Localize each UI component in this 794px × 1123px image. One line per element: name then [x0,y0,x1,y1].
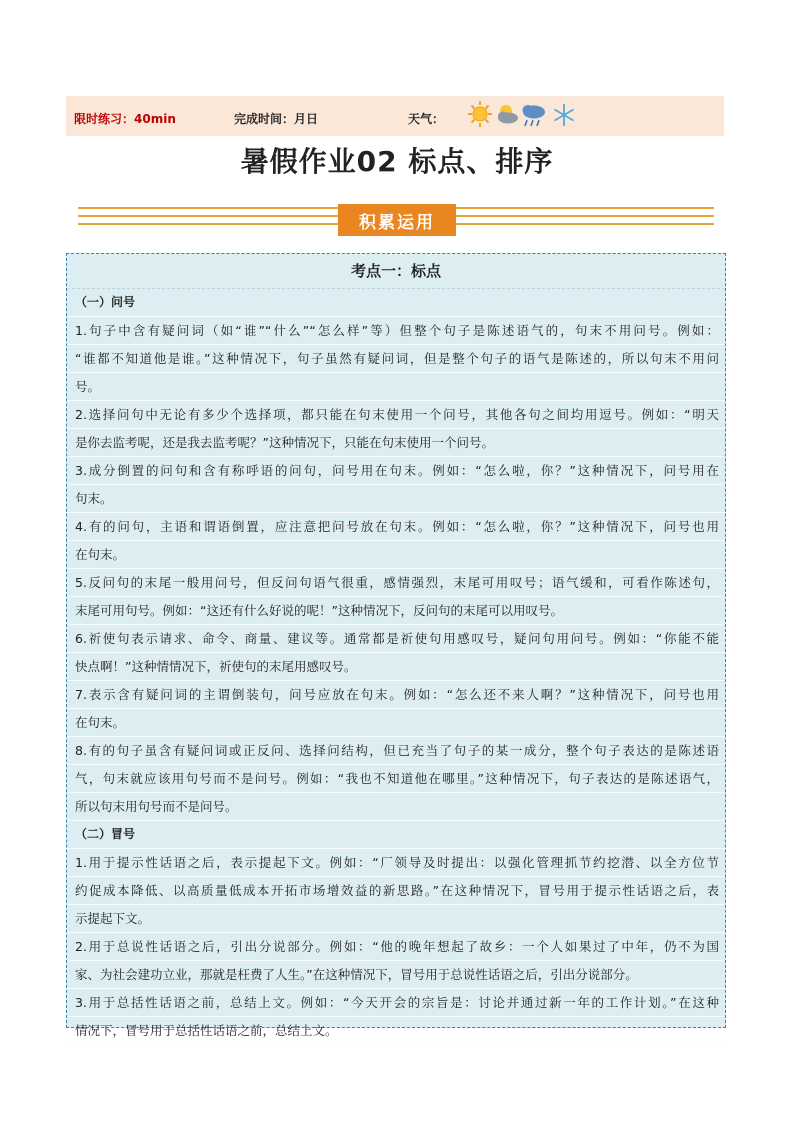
rain-cloud-icon [523,105,546,126]
knowledge-section [66,253,726,1038]
text-line: 示提起下文。 [67,905,725,933]
text-line: 2.选择问句中无论有多少个选择项，都只能在句末使用一个问号，其他各句之间均用逗号。例如：“明天 [67,401,725,429]
subheading: （一）问号 [67,289,725,317]
text-line: 在句末。 [67,541,725,569]
text-line: 快点啊！”这种情情况下，祈使句的末尾用感叹号。 [67,653,725,681]
text-line: 情况下，冒号用于总括性话语之前，总结上文。 [67,1017,725,1045]
subheading: （二）冒号 [67,821,725,849]
section-title: 考点一：标点 [67,254,725,289]
text-line: 2.用于总说性话语之后，引出分说部分。例如：“他的晚年想起了故乡：一个人如果过了中年，仍不为国 [67,933,725,961]
text-line: 号。 [67,373,725,401]
text-line: 3.用于总括性话语之前，总结上文。例如：“今天开会的宗旨是：讨论并通过新一年的工作计划。”在这种 [67,989,725,1017]
text-line: 约促成本降低、以高质量低成本开拓市场增效益的新思路。”在这种情况下，冒号用于提示性话语之后，表 [67,877,725,905]
page-title: 暑假作业02 标点、排序 [240,145,554,178]
completion-time: 完成时间：月日 [234,112,319,126]
header-bar [66,96,724,136]
text-line: 末尾可用句号。例如：“这还有什么好说的呢！”这种情况下，反问句的末尾可以用叹号。 [67,597,725,625]
text-line: 7.表示含有疑问词的主谓倒装句，问号应放在句末。例如：“怎么还不来人啊？”这种情况下，问号也用 [67,681,725,709]
text-line: 所以句末用句号而不是问号。 [67,793,725,821]
text-line: 句末。 [67,485,725,513]
section-rows [67,289,725,1045]
section-banner: 积累运用 [338,204,456,236]
snowflake-icon [555,104,574,126]
text-line: 是你去监考呢，还是我去监考呢？”这种情况下，只能在句末使用一个问号。 [67,429,725,457]
text-line: 1.用于提示性话语之后，表示提起下文。例如：“厂领导及时提出：以强化管理抓节约挖潜、以全方位节 [67,849,725,877]
text-line: “谁都不知道他是谁。”这种情况下，句子虽然有疑问词，但是整个句子的语气是陈述的，所以句末不用问 [67,345,725,373]
text-line: 1.句子中含有疑问词（如“谁”“什么”“怎么样”等）但整个句子是陈述语气的，句末不用问号。例如： [67,317,725,345]
text-line: 3.成分倒置的问句和含有称呼语的问句，问号用在句末。例如：“怎么啦，你？”这种情况下，问号用在 [67,457,725,485]
text-line: 在句末。 [67,709,725,737]
text-line: 5.反问句的末尾一般用问号，但反问句语气很重，感情强烈，末尾可用叹号；语气缓和，可看作陈述句， [67,569,725,597]
sun-icon [468,101,492,127]
text-line: 8.有的句子虽含有疑问词或正反问、选择问结构，但已充当了句子的某一成分，整个句子表达的是陈述语 [67,737,725,765]
text-line: 4.有的问句，主语和谓语倒置，应注意把问号放在句末。例如：“怎么啦，你？”这种情况下，问号也用 [67,513,725,541]
text-line: 家、为社会建功立业，那就是枉费了人生。”在这种情况下，冒号用于总说性话语之后，引出分说部分。 [67,961,725,989]
weather-icons [468,98,586,132]
weather-label: 天气： [408,112,445,126]
text-line: 气，句末就应该用句号而不是问号。例如：“我也不知道他在哪里。”这种情况下，句子表达的是陈述语气， [67,765,725,793]
text-line: 6.祈使句表示请求、命令、商量、建议等。通常都是祈使句用感叹号，疑问句用问号。例如：“你能不能 [67,625,725,653]
time-limit: 限时练习：40min [74,112,176,126]
partly-cloudy-icon [498,105,518,124]
